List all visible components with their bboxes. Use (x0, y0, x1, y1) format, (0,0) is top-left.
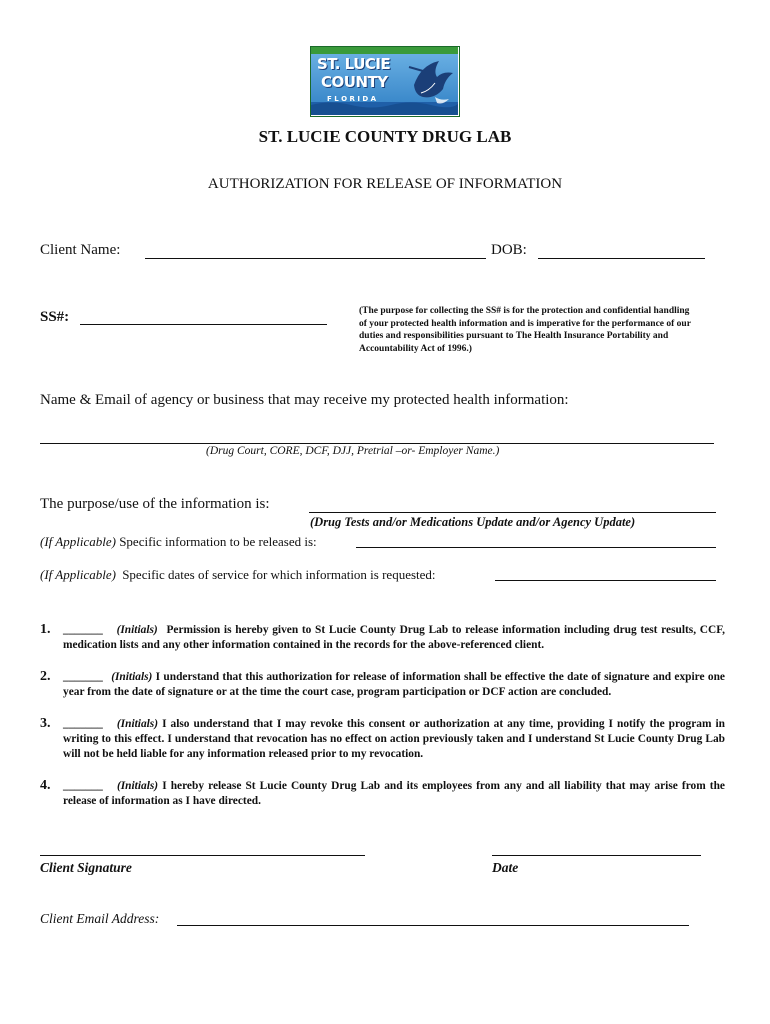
clause-2-number: 2. (40, 669, 51, 684)
service-dates-label: Specific dates of service for which information is requested: (122, 567, 436, 582)
agency-label: Name & Email of agency or business that may receive my protected health information: (40, 392, 569, 408)
clause-4-number: 4. (40, 778, 51, 793)
dob-field[interactable] (538, 258, 705, 259)
specific-info-prefix: (If Applicable) (40, 534, 116, 549)
clause-2-text: I understand that this authorization for release of information shall be effective the date of signature and expire one year from the date of signature or at the time the court case, program participation or DCF action are concluded. (63, 671, 725, 698)
service-dates-field[interactable] (495, 580, 716, 581)
ss-field[interactable] (80, 324, 327, 325)
document-title: ST. LUCIE COUNTY DRUG LAB (258, 127, 512, 146)
clause-4-text: I hereby release St Lucie County Drug Lab and its employees from any and all liability that may arise from the release of information as I have directed. (63, 780, 725, 807)
clause-1 (63, 623, 725, 653)
client-signature-label: Client Signature (40, 860, 132, 875)
clause-1-text: Permission is hereby given to St Lucie County Drug Lab to release information including drug test results, CCF, medication lists and any other information contained in the records for the above-referenced client. (63, 624, 725, 651)
clause-2-initials-blank[interactable]: _______ (63, 671, 103, 683)
document-subtitle: AUTHORIZATION FOR RELEASE OF INFORMATION (207, 176, 563, 192)
purpose-hint: (Drug Tests and/or Medications Update and/or Agency Update) (310, 515, 636, 529)
clause-2 (63, 670, 725, 700)
client-name-label: Client Name: (40, 242, 121, 258)
clause-4-initials-blank[interactable]: _______ (63, 780, 103, 792)
clause-1-initials-label: (Initials) (116, 624, 158, 636)
clause-3-initials-blank[interactable]: _______ (63, 718, 103, 730)
specific-info-row (40, 534, 317, 550)
service-dates-row (40, 567, 436, 583)
clause-1-initials-blank[interactable]: _______ (63, 624, 103, 636)
logo-line3: F L O R I D A (327, 95, 377, 103)
county-logo (310, 46, 460, 117)
clause-3 (63, 717, 725, 762)
client-signature-field[interactable] (40, 855, 365, 856)
specific-info-field[interactable] (356, 547, 716, 548)
clause-3-initials-label: (Initials) (116, 718, 159, 730)
specific-info-label: Specific information to be released is: (119, 534, 317, 549)
ss-purpose-note: (The purpose for collecting the SS# is for the protection and confidential handling of your protected health information and is imperative for the performance of our duties and responsibilities pursuant to The Health Insurance Portability and Accountability Act of 1996.) (359, 306, 691, 354)
ss-label: SS#: (40, 309, 70, 325)
logo-line1: ST. LUCIE (317, 55, 391, 73)
agency-hint: (Drug Court, CORE, DCF, DJJ, Pretrial –or- Employer Name.) (206, 445, 500, 457)
clause-2-initials-label: (Initials) (111, 671, 153, 683)
date-label: Date (492, 860, 519, 875)
purpose-field[interactable] (309, 512, 716, 513)
service-dates-prefix: (If Applicable) (40, 567, 116, 582)
date-field[interactable] (492, 855, 701, 856)
clause-3-text: I also understand that I may revoke this consent or authorization at any time, providing I notify the program in writing to this effect. I understand that revocation has no effect on action previously taken and I understand St Lucie County Drug Lab will not be held liable for any information released prior to my revocation. (63, 718, 725, 760)
agency-field[interactable] (40, 443, 714, 444)
dob-label: DOB: (491, 242, 527, 258)
purpose-label: The purpose/use of the information is: (40, 496, 270, 512)
clause-3-number: 3. (40, 716, 51, 731)
clause-4-initials-label: (Initials) (116, 780, 159, 792)
clause-4 (63, 779, 725, 809)
client-email-field[interactable] (177, 925, 689, 926)
clause-1-number: 1. (40, 622, 51, 637)
logo-line2: COUNTY (321, 73, 388, 91)
client-email-label: Client Email Address: (40, 911, 160, 926)
client-name-field[interactable] (145, 258, 486, 259)
